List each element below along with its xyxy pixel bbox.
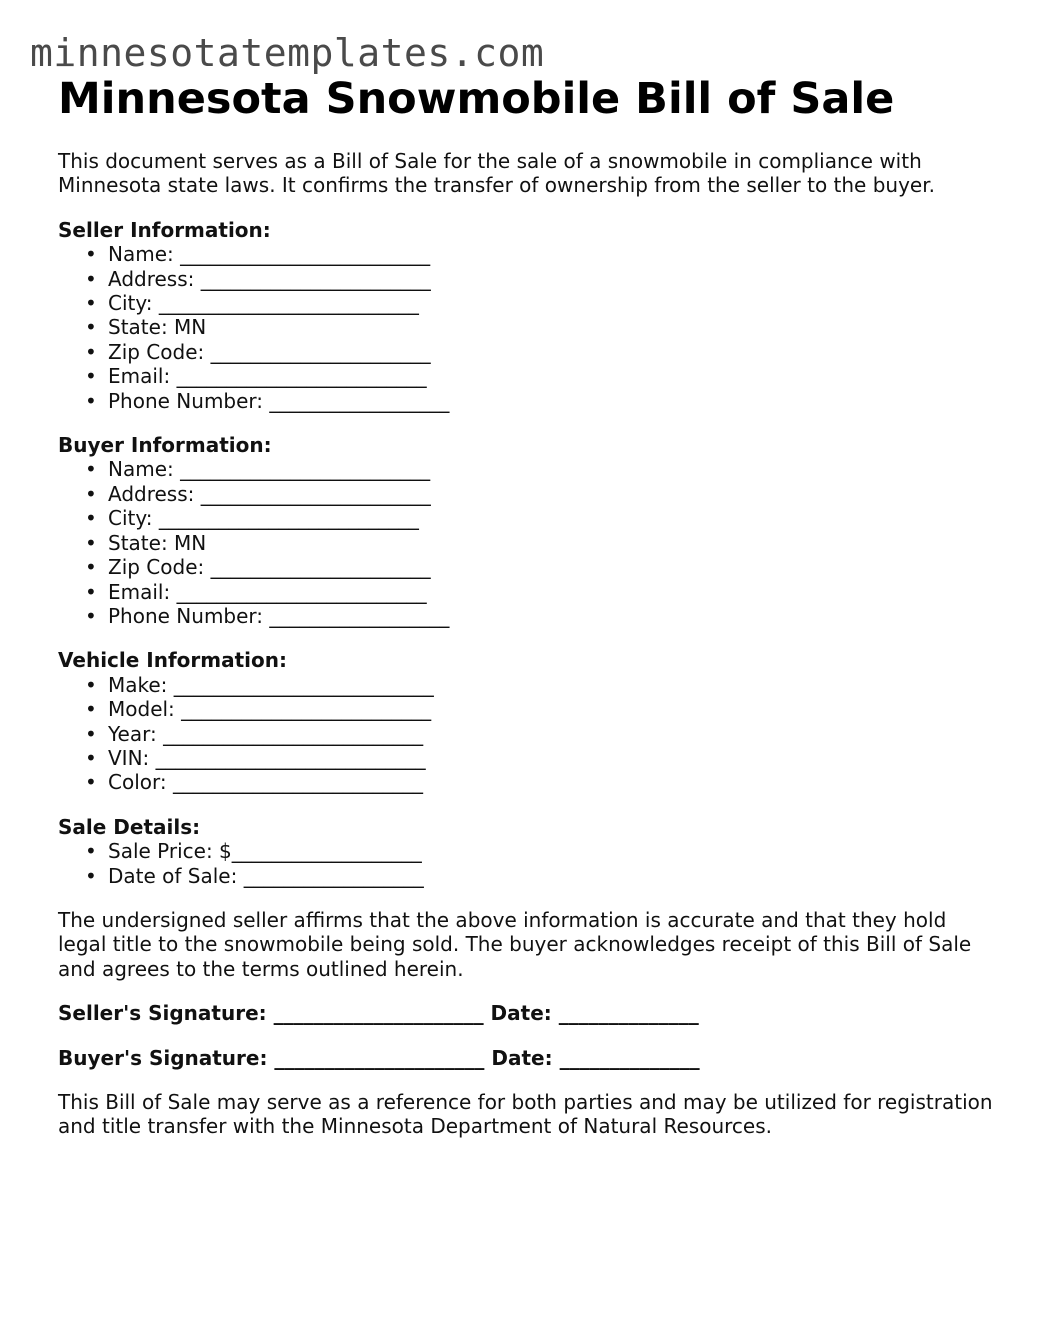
- buyer-signature-line[interactable]: Buyer's Signature: _____________________ Date: ______________: [58, 1045, 700, 1070]
- buyer-section-heading: Buyer Information:: [58, 433, 272, 458]
- buyer-phone-field[interactable]: • Phone Number: __________________: [85, 603, 450, 628]
- buyer-email-field[interactable]: • Email: _________________________: [85, 579, 427, 604]
- seller-field-list: [58, 242, 998, 413]
- bullet-icon: •: [85, 315, 97, 340]
- vehicle-color-field[interactable]: • Color: _________________________: [85, 770, 423, 795]
- buyer-state-field: • State: MN: [85, 530, 207, 555]
- seller-phone-field[interactable]: • Phone Number: __________________: [85, 388, 450, 413]
- seller-city-field[interactable]: • City: __________________________: [85, 291, 419, 316]
- affirmation-paragraph: The undersigned seller affirms that the above information is accurate and that they hold legal title to the snowmobile being sold. The buyer acknowledges receipt of this Bill of Sale and agrees to the terms outlined herein.: [58, 907, 972, 981]
- sale-section-heading: Sale Details:: [58, 814, 201, 839]
- bullet-icon: •: [85, 506, 97, 531]
- bullet-icon: •: [85, 555, 97, 580]
- sale-price-field[interactable]: • Sale Price: $___________________: [85, 839, 422, 864]
- buyer-address-field[interactable]: • Address: _______________________: [85, 481, 431, 506]
- bullet-icon: •: [85, 672, 97, 697]
- sale-field-list: [58, 839, 998, 888]
- bullet-icon: •: [85, 339, 97, 364]
- seller-section-heading: Seller Information:: [58, 217, 271, 242]
- bullet-icon: •: [85, 745, 97, 770]
- bullet-icon: •: [85, 579, 97, 604]
- bullet-icon: •: [85, 481, 97, 506]
- vehicle-make-field[interactable]: • Make: __________________________: [85, 672, 434, 697]
- bullet-icon: •: [85, 721, 97, 746]
- sale-date-field[interactable]: • Date of Sale: __________________: [85, 863, 424, 888]
- document-body: [58, 149, 998, 1139]
- bullet-icon: •: [85, 863, 97, 888]
- seller-email-field[interactable]: • Email: _________________________: [85, 364, 427, 389]
- bullet-icon: •: [85, 388, 97, 413]
- vehicle-section-heading: Vehicle Information:: [58, 648, 287, 673]
- bullet-icon: •: [85, 364, 97, 389]
- bullet-icon: •: [85, 603, 97, 628]
- document-title: Minnesota Snowmobile Bill of Sale: [58, 74, 895, 124]
- bullet-icon: •: [85, 457, 97, 482]
- vehicle-vin-field[interactable]: • VIN: ___________________________: [85, 745, 426, 770]
- seller-state-field: • State: MN: [85, 315, 207, 340]
- site-watermark: minnesotatemplates.com: [30, 31, 545, 75]
- buyer-field-list: [58, 457, 998, 628]
- intro-paragraph: This document serves as a Bill of Sale for the sale of a snowmobile in compliance with Minnesota state laws. It confirms the transfer of ownership from the seller to the buyer.: [58, 149, 935, 198]
- seller-address-field[interactable]: • Address: _______________________: [85, 266, 431, 291]
- bullet-icon: •: [85, 530, 97, 555]
- seller-zip-field[interactable]: • Zip Code: ______________________: [85, 339, 431, 364]
- vehicle-year-field[interactable]: • Year: __________________________: [85, 721, 424, 746]
- seller-name-field[interactable]: • Name: _________________________: [85, 242, 431, 267]
- buyer-zip-field[interactable]: • Zip Code: ______________________: [85, 555, 431, 580]
- bullet-icon: •: [85, 242, 97, 267]
- closing-paragraph: This Bill of Sale may serve as a reference for both parties and may be utilized for registration and title transfer with the Minnesota Department of Natural Resources.: [58, 1090, 993, 1139]
- bullet-icon: •: [85, 266, 97, 291]
- vehicle-field-list: [58, 673, 998, 795]
- buyer-name-field[interactable]: • Name: _________________________: [85, 457, 431, 482]
- seller-signature-line[interactable]: Seller's Signature: _____________________ Date: ______________: [58, 1001, 699, 1026]
- vehicle-model-field[interactable]: • Model: _________________________: [85, 697, 432, 722]
- bullet-icon: •: [85, 291, 97, 316]
- bullet-icon: •: [85, 770, 97, 795]
- bullet-icon: •: [85, 697, 97, 722]
- bullet-icon: •: [85, 839, 97, 864]
- buyer-city-field[interactable]: • City: __________________________: [85, 506, 419, 531]
